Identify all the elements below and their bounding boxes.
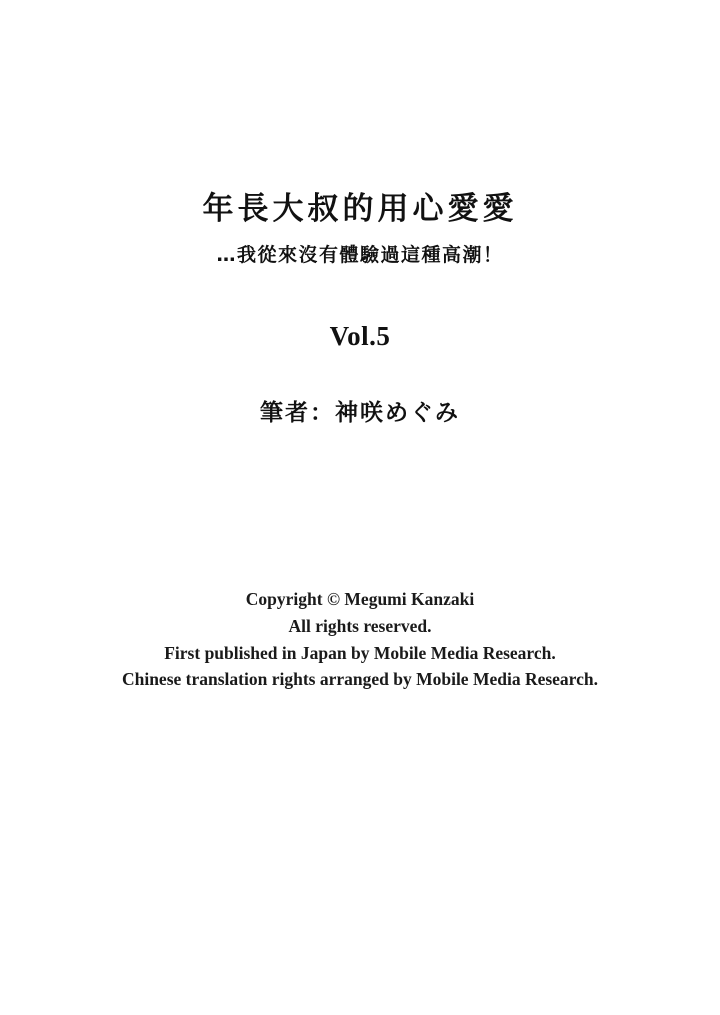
copyright-line: Copyright © Megumi Kanzaki xyxy=(245,589,475,609)
copyright-line: All rights reserved. xyxy=(288,615,432,636)
copyright-line: First published in Japan by Mobile Media Research. xyxy=(164,642,556,663)
author-credit: 筆者：神咲めぐみ xyxy=(260,400,460,427)
copyright-line: Chinese translation rights arranged by Mobile Media Research. xyxy=(121,669,599,690)
title-block xyxy=(0,190,720,427)
page-subtitle: …我從來沒有體驗過這種高潮！ xyxy=(216,243,504,266)
copyright-block xyxy=(0,586,720,693)
volume-label: Vol.5 xyxy=(329,321,391,352)
page-title: 年長大叔的用心愛愛 xyxy=(202,191,518,227)
